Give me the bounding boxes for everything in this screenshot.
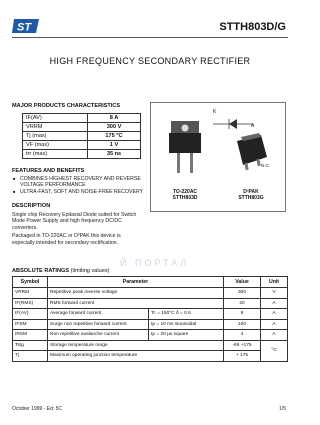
table-cell: Tc = 150°C δ = 0.5 bbox=[149, 309, 224, 320]
table-cell: VF (max) bbox=[23, 141, 88, 150]
table-cell: A bbox=[261, 330, 288, 341]
table-cell: Average forward current bbox=[48, 309, 149, 320]
table-cell: RMS forward current bbox=[48, 298, 224, 309]
table-cell: Tj (max) bbox=[23, 132, 88, 141]
column-header-unit: Unit bbox=[261, 277, 288, 288]
to220-package-icon bbox=[167, 119, 203, 175]
table-cell: + 175 bbox=[224, 351, 261, 362]
ratings-table bbox=[12, 276, 288, 362]
package-left-part: STTH803D bbox=[172, 195, 198, 201]
st-logo-icon bbox=[12, 18, 40, 34]
table-row bbox=[23, 114, 141, 123]
list-item: ■ COMBINES HIGHEST RECOVERY AND REVERSE VOLTAGE PERFORMANCE bbox=[12, 176, 144, 189]
ratings-heading bbox=[12, 268, 110, 274]
table-cell: Repetitive peak reverse voltage bbox=[48, 288, 224, 299]
package-right-part: STTH803G bbox=[238, 195, 264, 201]
header-rule bbox=[12, 37, 288, 38]
table-cell: 100 bbox=[224, 319, 261, 330]
table-row bbox=[23, 123, 141, 132]
table-cell: 1 V bbox=[88, 141, 141, 150]
table-cell: 35 ns bbox=[88, 150, 141, 159]
description-para-1: Single chip Recovery Epitaxial Diode suited for Switch Mode Power Supply and high frequency DC/DC converters. bbox=[12, 212, 137, 231]
table-cell: 8 bbox=[224, 309, 261, 320]
table-row bbox=[13, 319, 288, 330]
description-text bbox=[12, 212, 142, 246]
table-cell: IF(RMS) bbox=[13, 298, 48, 309]
table-cell: Storage temperature range bbox=[48, 340, 224, 351]
major-characteristics-table bbox=[22, 113, 141, 159]
pin-k-label: K bbox=[213, 109, 217, 115]
table-cell: IF(AV) bbox=[13, 309, 48, 320]
table-cell: VRRM bbox=[13, 288, 48, 299]
table-cell: 175 °C bbox=[88, 132, 141, 141]
table-cell: -65 +175 bbox=[224, 340, 261, 351]
table-cell: 20 bbox=[224, 298, 261, 309]
table-cell: Maximum operating junction temperature bbox=[48, 351, 224, 362]
table-cell: trr (max) bbox=[23, 150, 88, 159]
table-cell: IFSM bbox=[13, 319, 48, 330]
table-cell: Surge non repetitive forward current bbox=[48, 319, 149, 330]
major-characteristics-heading: MAJOR PRODUCTS CHARACTERISTICS bbox=[12, 103, 121, 109]
table-cell: Tstg bbox=[13, 340, 48, 351]
table-row bbox=[13, 288, 288, 299]
description-para-2: Packaged in TO-220AC or D²PAK this device is especially intended for secondary rectification. bbox=[12, 233, 121, 246]
table-cell: A bbox=[261, 309, 288, 320]
table-cell: 4 bbox=[224, 330, 261, 341]
watermark: Й ПОРТАЛ bbox=[120, 258, 190, 268]
table-cell: 300 V bbox=[88, 123, 141, 132]
package-right-name: D²PAK bbox=[243, 189, 259, 195]
package-right-label bbox=[225, 189, 277, 201]
footer-page: 1/5 bbox=[279, 406, 286, 412]
svg-text:ST: ST bbox=[17, 21, 32, 34]
d2pak-package-icon bbox=[233, 131, 269, 171]
pin-nc-label: N.C. bbox=[261, 163, 270, 168]
diode-symbol-icon bbox=[213, 117, 253, 131]
table-cell: IRSM bbox=[13, 330, 48, 341]
list-item: ■ ULTRA-FAST, SOFT AND NOISE-FREE RECOVERY bbox=[12, 189, 144, 195]
table-row bbox=[23, 141, 141, 150]
table-cell: tp = 20 µs square bbox=[149, 330, 224, 341]
table-cell: 300 bbox=[224, 288, 261, 299]
ratings-heading-text: ABSOLUTE RATINGS bbox=[12, 268, 70, 274]
features-list bbox=[12, 176, 144, 195]
footer-date: October 1999 - Ed: 5C bbox=[12, 406, 63, 412]
table-cell: 8 A bbox=[88, 114, 141, 123]
table-row bbox=[23, 150, 141, 159]
table-cell: A bbox=[261, 298, 288, 309]
column-header-value: Value bbox=[224, 277, 261, 288]
table-cell: VRRM bbox=[23, 123, 88, 132]
table-row bbox=[13, 351, 288, 362]
table-row bbox=[13, 330, 288, 341]
page-title: HIGH FREQUENCY SECONDARY RECTIFIER bbox=[49, 56, 251, 66]
table-cell: tp = 10 ms sinusoidal bbox=[149, 319, 224, 330]
column-header-symbol: Symbol bbox=[13, 277, 48, 288]
package-left-name: TO-220AC bbox=[172, 189, 198, 195]
part-number: STTH803D/G bbox=[219, 21, 286, 33]
table-header-row bbox=[13, 277, 288, 288]
features-heading: FEATURES AND BENEFITS bbox=[12, 168, 85, 174]
pin-a-label: A bbox=[251, 123, 255, 129]
table-row bbox=[13, 309, 288, 320]
table-cell: A bbox=[261, 319, 288, 330]
table-cell: °C bbox=[261, 340, 288, 361]
table-cell: IF(AV) bbox=[23, 114, 88, 123]
table-cell: Non repetitive avalanche current bbox=[48, 330, 149, 341]
column-header-parameter: Parameter bbox=[48, 277, 224, 288]
table-row bbox=[13, 340, 288, 351]
description-heading: DESCRIPTION bbox=[12, 203, 51, 209]
table-row bbox=[13, 298, 288, 309]
ratings-heading-note: (limiting values) bbox=[70, 268, 110, 274]
table-cell: V bbox=[261, 288, 288, 299]
package-box bbox=[150, 102, 286, 212]
table-row bbox=[23, 132, 141, 141]
package-left-label bbox=[159, 189, 211, 201]
table-cell: Tj bbox=[13, 351, 48, 362]
